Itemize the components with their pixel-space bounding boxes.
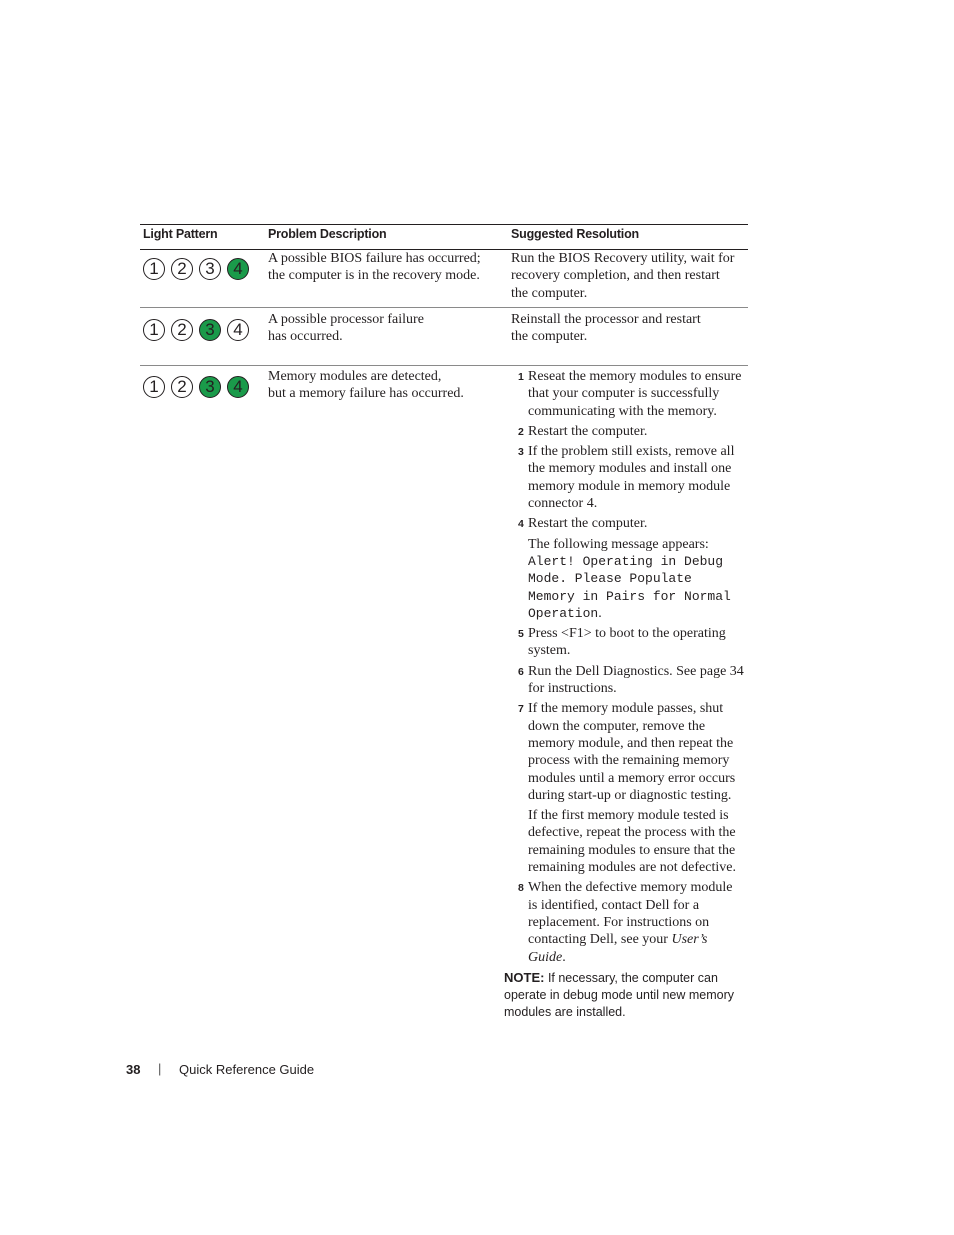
step-line: the memory modules and install one [528,461,732,477]
resolution-line: the computer. [511,285,588,301]
step-line: is identified, contact Dell for a [528,897,700,913]
note-line: operate in debug mode until new memory [504,988,734,1003]
diagnostic-light-2: 2 [171,376,193,398]
suggested-resolution [511,250,747,302]
step-line [528,931,747,966]
step-line: If the memory module passes, shut [528,701,724,717]
debug-message-code-line: Mode. Please Populate [528,571,692,587]
problem-description [268,368,506,403]
problem-line: A possible processor failure [268,312,424,327]
diagnostic-light-1: 1 [143,376,165,398]
diagnostic-light-3: 3 [199,376,221,398]
step-number: 2 [518,425,524,438]
note-block [504,969,747,1022]
resolution-step-2 [511,423,747,440]
step-line: communicating with the memory. [528,403,717,419]
suggested-resolution [511,311,747,346]
note-line: If necessary, the computer can [547,970,718,985]
followup-line: If the first memory module tested is [528,808,729,824]
message-intro: The following message appears: [528,536,709,552]
debug-message-code-line: Memory in Pairs for Normal [528,588,731,604]
step-line: connector 4. [528,496,598,512]
debug-message-code-line: Alert! Operating in Debug [528,553,724,569]
resolution-line: the computer. [511,329,588,345]
table-row [140,366,748,1020]
step-line: Restart the computer. [528,516,648,532]
resolution-step-7 [511,700,747,804]
step-line: during start-up or diagnostic testing. [528,787,732,803]
diagnostic-light-2: 2 [171,258,193,280]
resolution-step-5 [511,625,747,660]
header-suggested-resolution: Suggested Resolution [511,227,639,241]
diagnostic-light-4: 4 [227,258,249,280]
diagnostic-light-1: 1 [143,319,165,341]
step-line: process with the remaining memory [528,753,730,769]
step-number: 7 [518,703,524,716]
step-line: Reseat the memory modules to ensure [528,369,742,384]
resolution-step-1 [511,368,747,420]
step-line: down the computer, remove the [528,718,706,734]
table-row [140,308,748,366]
step-7-followup [511,807,747,876]
step-number: 3 [518,446,524,459]
step-number: 4 [518,518,524,531]
page-number: 38 [126,1062,141,1077]
footer-guide-title: Quick Reference Guide [179,1062,315,1077]
step-line: Restart the computer. [528,423,648,439]
problem-line: but a memory failure has occurred. [268,386,464,402]
problem-description [268,311,506,346]
resolution-step-6 [511,663,747,698]
resolution-step-8 [511,879,747,965]
problem-line: has occurred. [268,329,343,345]
step-line: When the defective memory module [528,880,733,896]
diagnostic-light-3: 3 [199,319,221,341]
table-row [140,250,748,308]
followup-line: defective, repeat the process with the [528,825,736,841]
step-line-suffix: . [562,949,566,965]
step-number: 6 [518,665,524,678]
debug-message-paragraph [511,536,747,622]
step-line: memory module in memory module [528,478,731,494]
problem-line: the computer is in the recovery mode. [268,268,480,284]
users-guide-title: User’s Guide [528,932,708,965]
resolution-line: Run the BIOS Recovery utility, wait for [511,251,735,266]
step-line: system. [528,643,571,659]
step-number: 8 [518,882,524,895]
diagnostic-light-4: 4 [227,319,249,341]
problem-description [268,250,506,285]
note-label: NOTE: [504,969,545,985]
table-header-row [140,224,748,250]
diagnostic-light-3: 3 [199,258,221,280]
followup-line: remaining modules to ensure that the [528,842,736,858]
footer-separator: | [158,1061,162,1076]
header-problem-description: Problem Description [268,227,387,241]
step-line: modules until a memory error occurs [528,770,736,786]
resolution-line: Reinstall the processor and restart [511,312,701,327]
resolution-steps [504,368,747,1022]
message-end-punctuation: . [598,605,602,621]
resolution-step-3 [511,443,747,512]
diagnostic-light-2: 2 [171,319,193,341]
followup-line: remaining modules are not defective. [528,860,736,876]
step-line: that your computer is successfully [528,386,720,402]
step-line: memory module, and then repeat the [528,735,734,751]
step-line: Press <F1> to boot to the operating [528,626,726,642]
problem-line: Memory modules are detected, [268,369,442,384]
problem-line: A possible BIOS failure has occurred; [268,251,481,266]
note-line: modules are installed. [504,1005,626,1020]
step-line: Run the Dell Diagnostics. See page 34 [528,663,744,679]
step-number: 5 [518,628,524,641]
resolution-step-4 [511,515,747,532]
step-number: 1 [518,371,524,383]
step-line: replacement. For instructions on [528,914,710,930]
resolution-line: recovery completion, and then restart [511,268,720,284]
step-line: for instructions. [528,681,617,697]
step-line: If the problem still exists, remove all [528,444,735,460]
header-light-pattern: Light Pattern [143,227,218,241]
diagnostic-light-1: 1 [143,258,165,280]
diagnostic-light-4: 4 [227,376,249,398]
step-line-prefix: contacting Dell, see your [528,932,672,948]
debug-message-code-line: Operation [528,605,599,621]
